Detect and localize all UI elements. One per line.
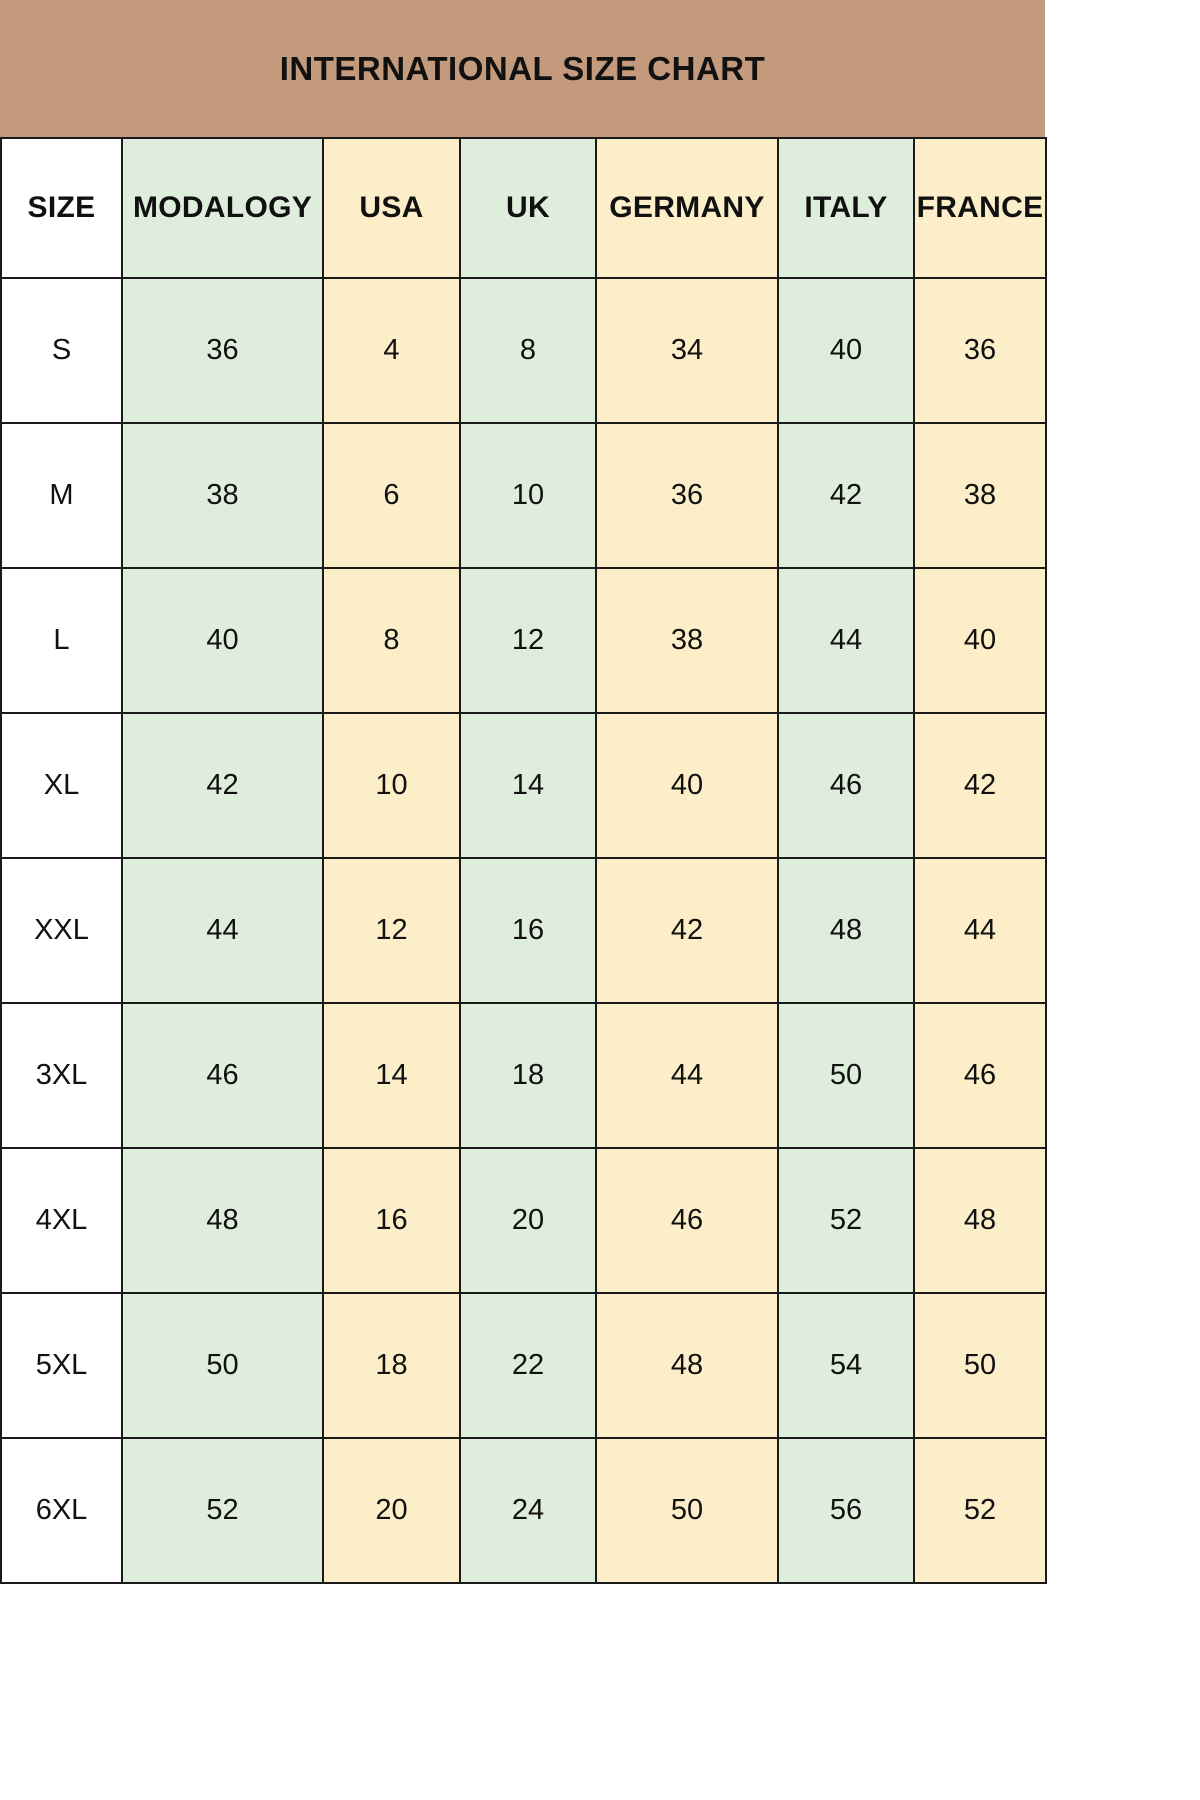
cell-usa: 4 — [323, 278, 460, 423]
cell-size: L — [1, 568, 122, 713]
table-row — [1, 1438, 1046, 1583]
cell-usa: 14 — [323, 1003, 460, 1148]
cell-usa: 10 — [323, 713, 460, 858]
cell-uk: 22 — [460, 1293, 596, 1438]
cell-italy: 46 — [778, 713, 914, 858]
table-header-row — [1, 138, 1046, 278]
cell-modalogy: 38 — [122, 423, 323, 568]
cell-modalogy: 46 — [122, 1003, 323, 1148]
cell-germany: 36 — [596, 423, 778, 568]
cell-modalogy: 52 — [122, 1438, 323, 1583]
cell-germany: 48 — [596, 1293, 778, 1438]
cell-italy: 48 — [778, 858, 914, 1003]
cell-size: S — [1, 278, 122, 423]
cell-usa: 18 — [323, 1293, 460, 1438]
cell-uk: 16 — [460, 858, 596, 1003]
cell-uk: 20 — [460, 1148, 596, 1293]
column-header-modalogy: MODALOGY — [122, 138, 323, 278]
cell-germany: 50 — [596, 1438, 778, 1583]
cell-modalogy: 50 — [122, 1293, 323, 1438]
cell-france: 36 — [914, 278, 1046, 423]
cell-uk: 8 — [460, 278, 596, 423]
cell-italy: 50 — [778, 1003, 914, 1148]
cell-germany: 42 — [596, 858, 778, 1003]
cell-france: 44 — [914, 858, 1046, 1003]
column-header-usa: USA — [323, 138, 460, 278]
cell-modalogy: 40 — [122, 568, 323, 713]
cell-germany: 34 — [596, 278, 778, 423]
cell-uk: 24 — [460, 1438, 596, 1583]
cell-germany: 40 — [596, 713, 778, 858]
cell-france: 42 — [914, 713, 1046, 858]
cell-size: XXL — [1, 858, 122, 1003]
cell-modalogy: 48 — [122, 1148, 323, 1293]
cell-italy: 44 — [778, 568, 914, 713]
cell-italy: 42 — [778, 423, 914, 568]
column-header-germany: GERMANY — [596, 138, 778, 278]
cell-france: 38 — [914, 423, 1046, 568]
cell-italy: 54 — [778, 1293, 914, 1438]
international-size-chart-table — [0, 137, 1047, 1584]
table-row — [1, 278, 1046, 423]
chart-header-banner — [0, 0, 1045, 137]
column-header-italy: ITALY — [778, 138, 914, 278]
cell-france: 52 — [914, 1438, 1046, 1583]
cell-usa: 12 — [323, 858, 460, 1003]
cell-modalogy: 44 — [122, 858, 323, 1003]
cell-germany: 44 — [596, 1003, 778, 1148]
cell-germany: 38 — [596, 568, 778, 713]
table-row — [1, 1293, 1046, 1438]
cell-france: 50 — [914, 1293, 1046, 1438]
cell-italy: 40 — [778, 278, 914, 423]
page-title: INTERNATIONAL SIZE CHART — [279, 49, 766, 87]
cell-uk: 10 — [460, 423, 596, 568]
cell-italy: 56 — [778, 1438, 914, 1583]
cell-size: M — [1, 423, 122, 568]
cell-size: 3XL — [1, 1003, 122, 1148]
table-body — [1, 278, 1046, 1583]
table-row — [1, 858, 1046, 1003]
column-header-size: SIZE — [1, 138, 122, 278]
table-header — [1, 138, 1046, 278]
cell-size: 5XL — [1, 1293, 122, 1438]
cell-france: 40 — [914, 568, 1046, 713]
column-header-france: FRANCE — [914, 138, 1046, 278]
cell-uk: 12 — [460, 568, 596, 713]
cell-germany: 46 — [596, 1148, 778, 1293]
table-row — [1, 568, 1046, 713]
cell-uk: 18 — [460, 1003, 596, 1148]
cell-france: 46 — [914, 1003, 1046, 1148]
column-header-uk: UK — [460, 138, 596, 278]
table-row — [1, 713, 1046, 858]
cell-usa: 20 — [323, 1438, 460, 1583]
table-row — [1, 423, 1046, 568]
cell-size: XL — [1, 713, 122, 858]
cell-usa: 6 — [323, 423, 460, 568]
cell-usa: 8 — [323, 568, 460, 713]
cell-usa: 16 — [323, 1148, 460, 1293]
table-row — [1, 1003, 1046, 1148]
cell-uk: 14 — [460, 713, 596, 858]
cell-italy: 52 — [778, 1148, 914, 1293]
cell-france: 48 — [914, 1148, 1046, 1293]
cell-size: 4XL — [1, 1148, 122, 1293]
table-row — [1, 1148, 1046, 1293]
cell-modalogy: 36 — [122, 278, 323, 423]
cell-modalogy: 42 — [122, 713, 323, 858]
cell-size: 6XL — [1, 1438, 122, 1583]
